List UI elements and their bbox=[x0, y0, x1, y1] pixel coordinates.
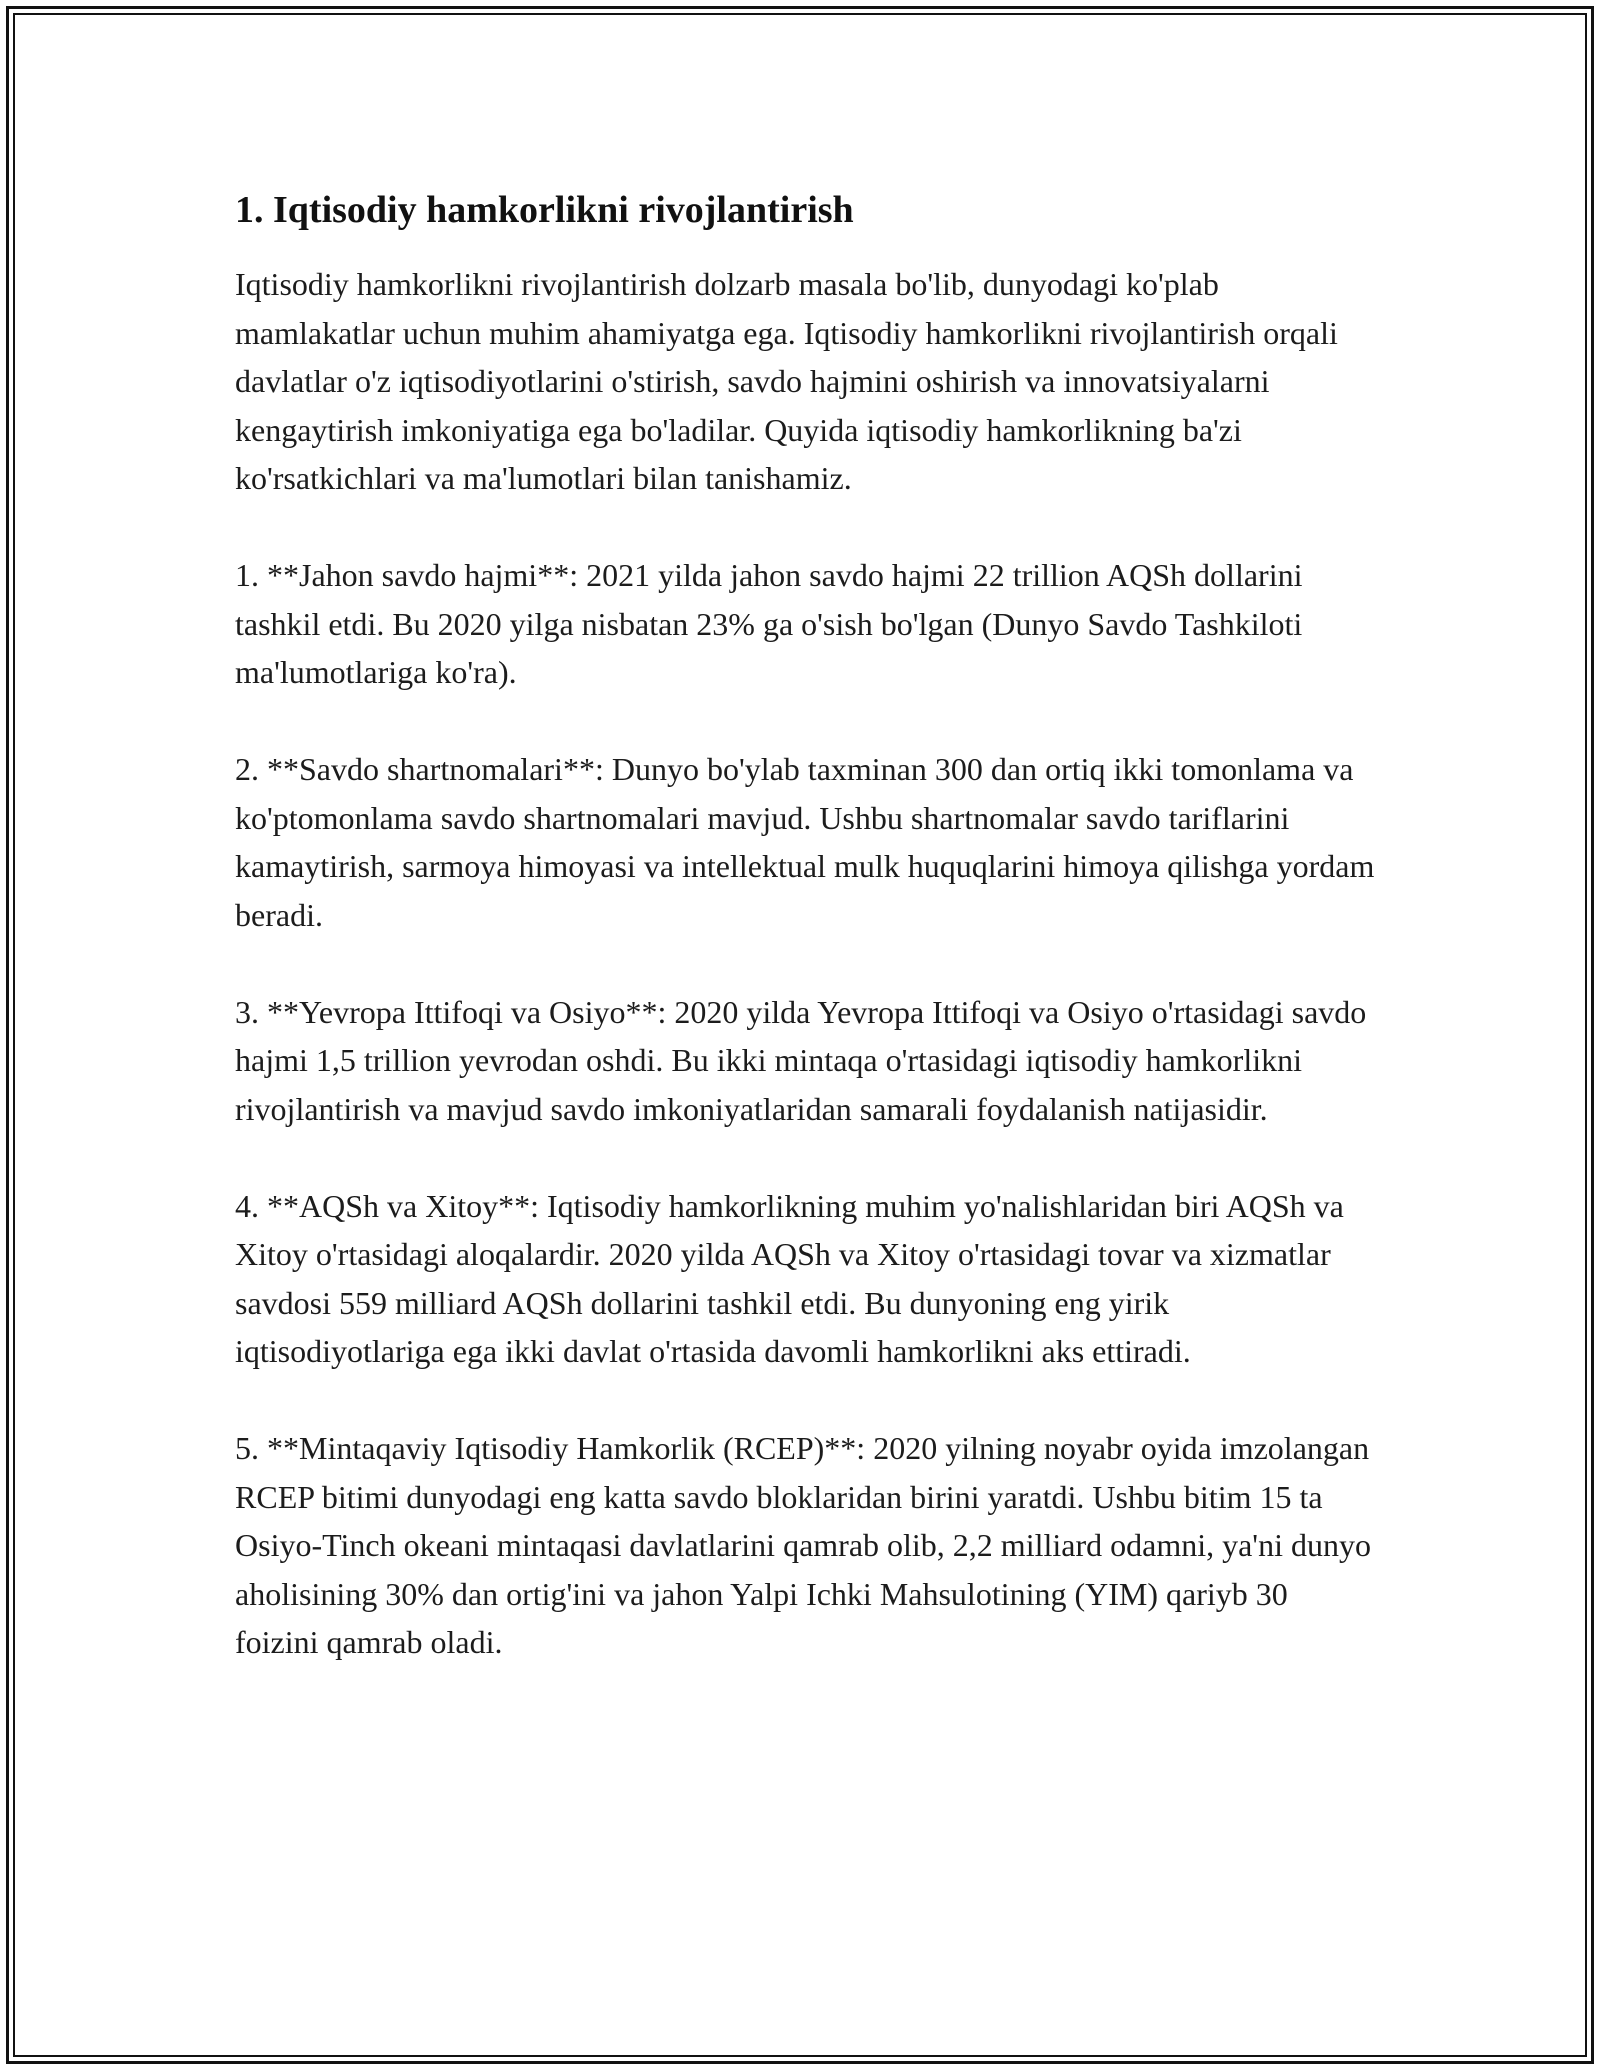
section-heading: 1. Iqtisodiy hamkorlikni rivojlantirish bbox=[235, 189, 854, 231]
document-body bbox=[235, 186, 1375, 1715]
intro-paragraph: Iqtisodiy hamkorlikni rivojlantirish dolzarb masala bo'lib, dunyodagi ko'plab mamlakatlar uchun muhim ahamiyatga ega. Iqtisodiy hamkorlikni rivojlantirish orqali davlatlar o'z iqtisodiyotlarini o'stirish, savdo hajmini oshirish va innovatsiyalarni kengaytirish imkoniyatiga ega bo'ladilar. Quyida iqtisodiy hamkorlikning ba'zi ko'rsatkichlari va ma'lumotlari bilan tanishamiz. bbox=[235, 266, 1338, 496]
list-item-world-trade: 1. **Jahon savdo hajmi**: 2021 yilda jahon savdo hajmi 22 trillion AQSh dollarini tashkil etdi. Bu 2020 yilga nisbatan 23% ga o'sish bo'lgan (Dunyo Savdo Tashkiloti ma'lumotlariga ko'ra). bbox=[235, 557, 1303, 690]
list-item-usa-china: 4. **AQSh va Xitoy**: Iqtisodiy hamkorlikning muhim yo'nalishlaridan biri AQSh va Xitoy o'rtasidagi aloqalardir. 2020 yilda AQSh va Xitoy o'rtasidagi tovar va xizmatlar savdosi 559 milliard AQSh dollarini tashkil etdi. Bu dunyoning eng yirik iqtisodiyotlariga ega ikki davlat o'rtasida davomli hamkorlikni aks ettiradi. bbox=[235, 1187, 1344, 1369]
list-item-trade-agreements: 2. **Savdo shartnomalari**: Dunyo bo'ylab taxminan 300 dan ortiq ikki tomonlama va ko'ptomonlama savdo shartnomalari mavjud. Ushbu shartnomalar savdo tariflarini kamaytirish, sarmoya himoyasi va intellektual mulk huquqlarini himoya qilishga yordam beradi. bbox=[235, 751, 1375, 933]
list-item-rcep: 5. **Mintaqaviy Iqtisodiy Hamkorlik (RCEP)**: 2020 yilning noyabr oyida imzolangan RCEP bitimi dunyodagi eng katta savdo bloklaridan birini yaratdi. Ushbu bitim 15 ta Osiyo-Tinch okeani mintaqasi davlatlarini qamrab olib, 2,2 milliard odamni, ya'ni dunyo aholisining 30% dan ortig'ini va jahon Yalpi Ichki Mahsulotining (YIM) qariyb 30 foizini qamrab oladi. bbox=[235, 1430, 1371, 1660]
list-item-eu-asia: 3. **Yevropa Ittifoqi va Osiyo**: 2020 yilda Yevropa Ittifoqi va Osiyo o'rtasidagi savdo hajmi 1,5 trillion yevrodan oshdi. Bu ikki mintaqa o'rtasidagi iqtisodiy hamkorlikni rivojlantirish va mavjud savdo imkoniyatlaridan samarali foydalanish natijasidir. bbox=[235, 993, 1367, 1127]
